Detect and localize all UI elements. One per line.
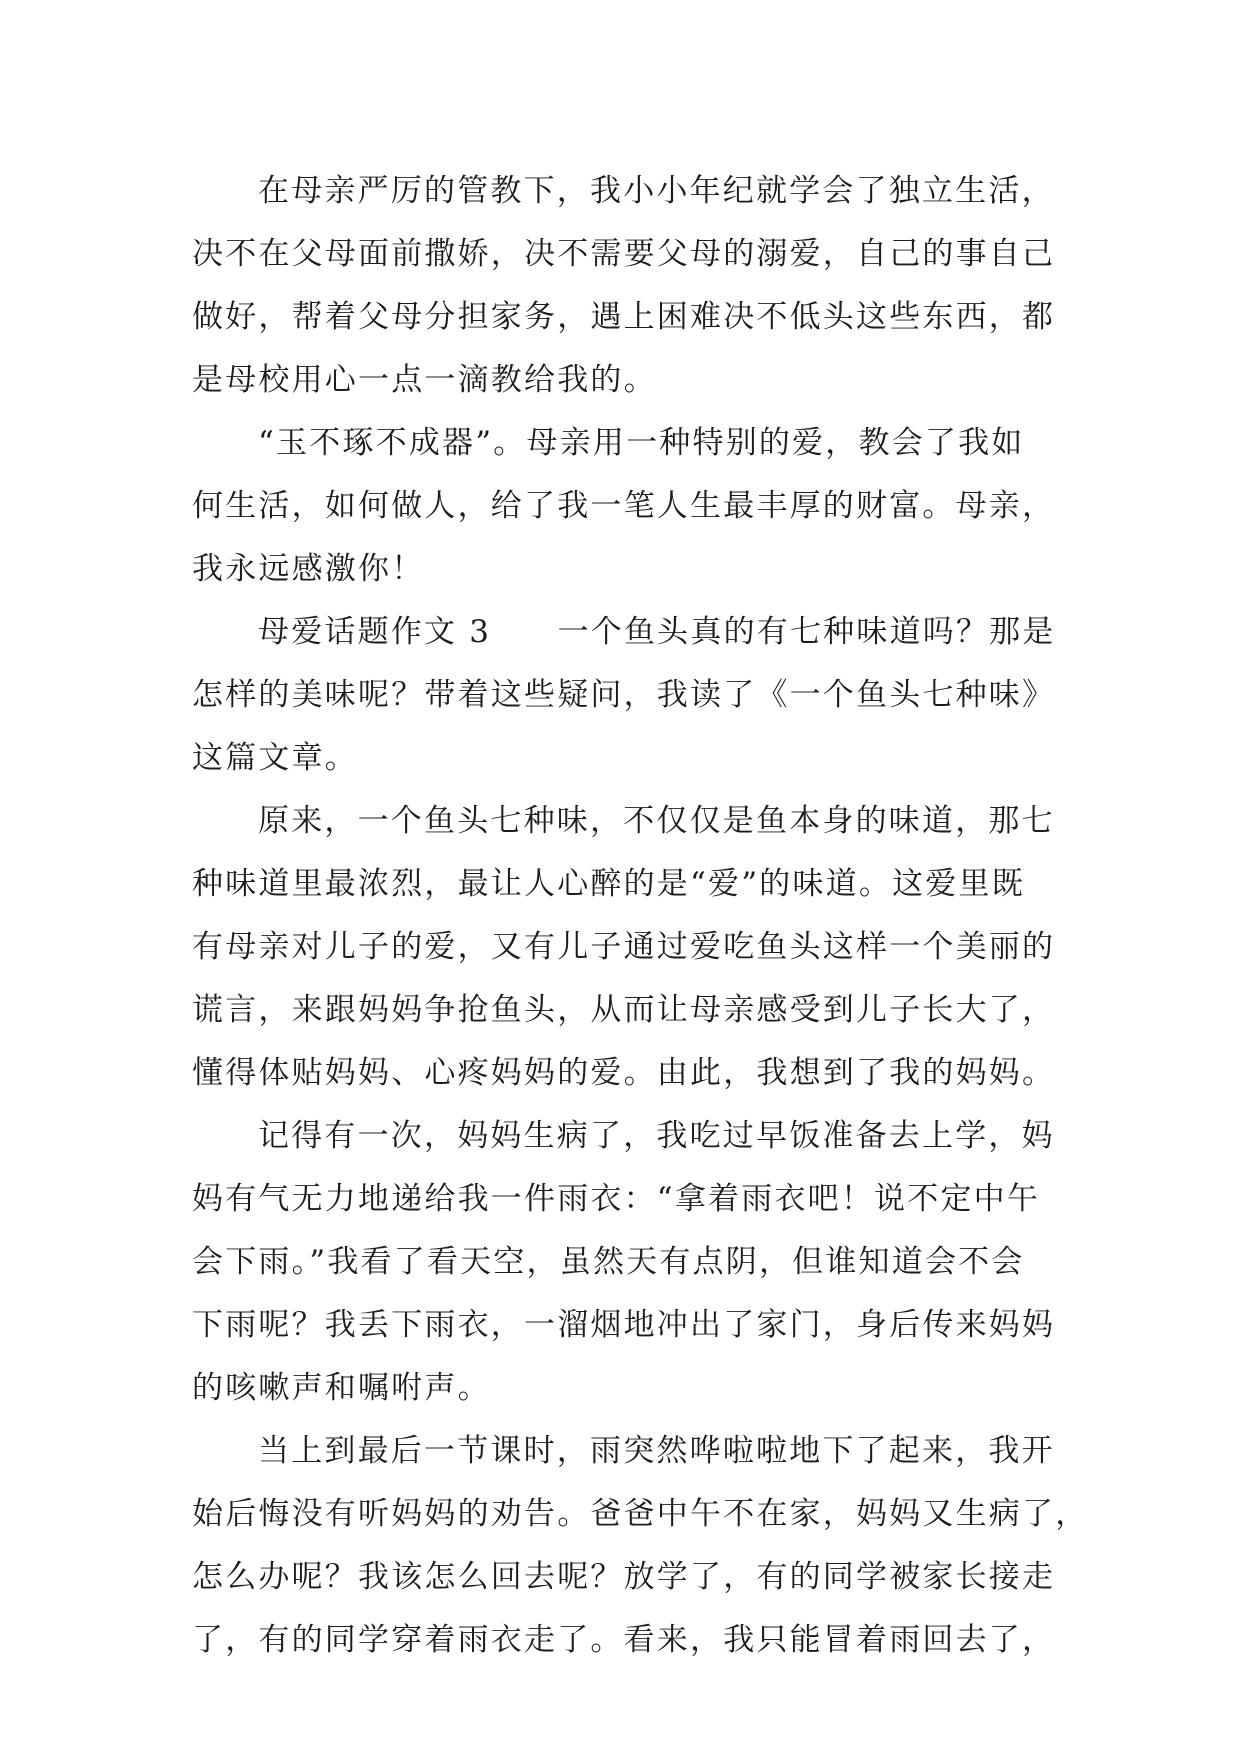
paragraph: [192, 1420, 1089, 1672]
paragraph-line: 有母亲对儿子的爱，又有儿子通过爱吃鱼头这样一个美丽的: [192, 929, 1056, 965]
paragraph-line: 母爱话题作文 3 一个鱼头真的有七种味道吗？那是: [258, 614, 1056, 650]
paragraph-line: 是母校用心一点一滴教给我的。: [192, 362, 657, 398]
paragraph-line: 谎言，来跟妈妈争抢鱼头，从而让母亲感受到儿子长大了，: [192, 992, 1056, 1028]
paragraph-line: 原来，一个鱼头七种味，不仅仅是鱼本身的味道，那七: [258, 803, 1055, 839]
paragraph-line: 在母亲严厉的管教下，我小小年纪就学会了独立生活，: [258, 173, 1055, 209]
paragraph-line: 种味道里最浓烈，最让人心醉的是“爱”的味道。这爱里既: [192, 866, 1025, 902]
paragraph-line: 决不在父母面前撒娇，决不需要父母的溺爱，自己的事自己: [192, 236, 1056, 272]
paragraph-line: 这篇文章。: [192, 740, 358, 776]
paragraph-line: 我永远感激你！: [192, 551, 425, 587]
paragraph: [192, 601, 1072, 790]
document-body: [192, 160, 1089, 1672]
paragraph-line: 当上到最后一节课时，雨突然哗啦啦地下了起来，我开: [258, 1433, 1055, 1469]
paragraph: [192, 412, 1072, 601]
paragraph-line: 下雨呢？我丢下雨衣，一溜烟地冲出了家门，身后传来妈妈: [192, 1307, 1056, 1343]
paragraph-line: 始后悔没有听妈妈的劝告。爸爸中午不在家，妈妈又生病了，: [192, 1496, 1089, 1532]
paragraph-line: 懂得体贴妈妈、心疼妈妈的爱。由此，我想到了我的妈妈。: [192, 1055, 1056, 1091]
paragraph-line: 会下雨。”我看了看天空，虽然天有点阴，但谁知道会不会: [192, 1244, 1025, 1280]
paragraph-line: 的咳嗽声和嘱咐声。: [192, 1370, 491, 1406]
paragraph-line: 记得有一次，妈妈生病了，我吃过早饭准备去上学，妈: [258, 1118, 1055, 1154]
paragraph: [192, 160, 1072, 412]
paragraph: [192, 1105, 1072, 1420]
paragraph-line: 做好，帮着父母分担家务，遇上困难决不低头这些东西，都: [192, 299, 1056, 335]
paragraph-line: 何生活，如何做人，给了我一笔人生最丰厚的财富。母亲，: [192, 488, 1056, 524]
paragraph-line: “玉不琢不成器”。母亲用一种特别的爱，教会了我如: [258, 425, 1025, 461]
paragraph-line: 怎么办呢？我该怎么回去呢？放学了，有的同学被家长接走: [192, 1559, 1056, 1595]
paragraph: [192, 790, 1072, 1105]
paragraph-line: 妈有气无力地递给我一件雨衣：“拿着雨衣吧！说不定中午: [192, 1181, 1041, 1217]
paragraph-line: 怎样的美味呢？带着这些疑问，我读了《一个鱼头七种味》: [192, 677, 1056, 713]
paragraph-line: 了，有的同学穿着雨衣走了。看来，我只能冒着雨回去了，: [192, 1622, 1056, 1658]
